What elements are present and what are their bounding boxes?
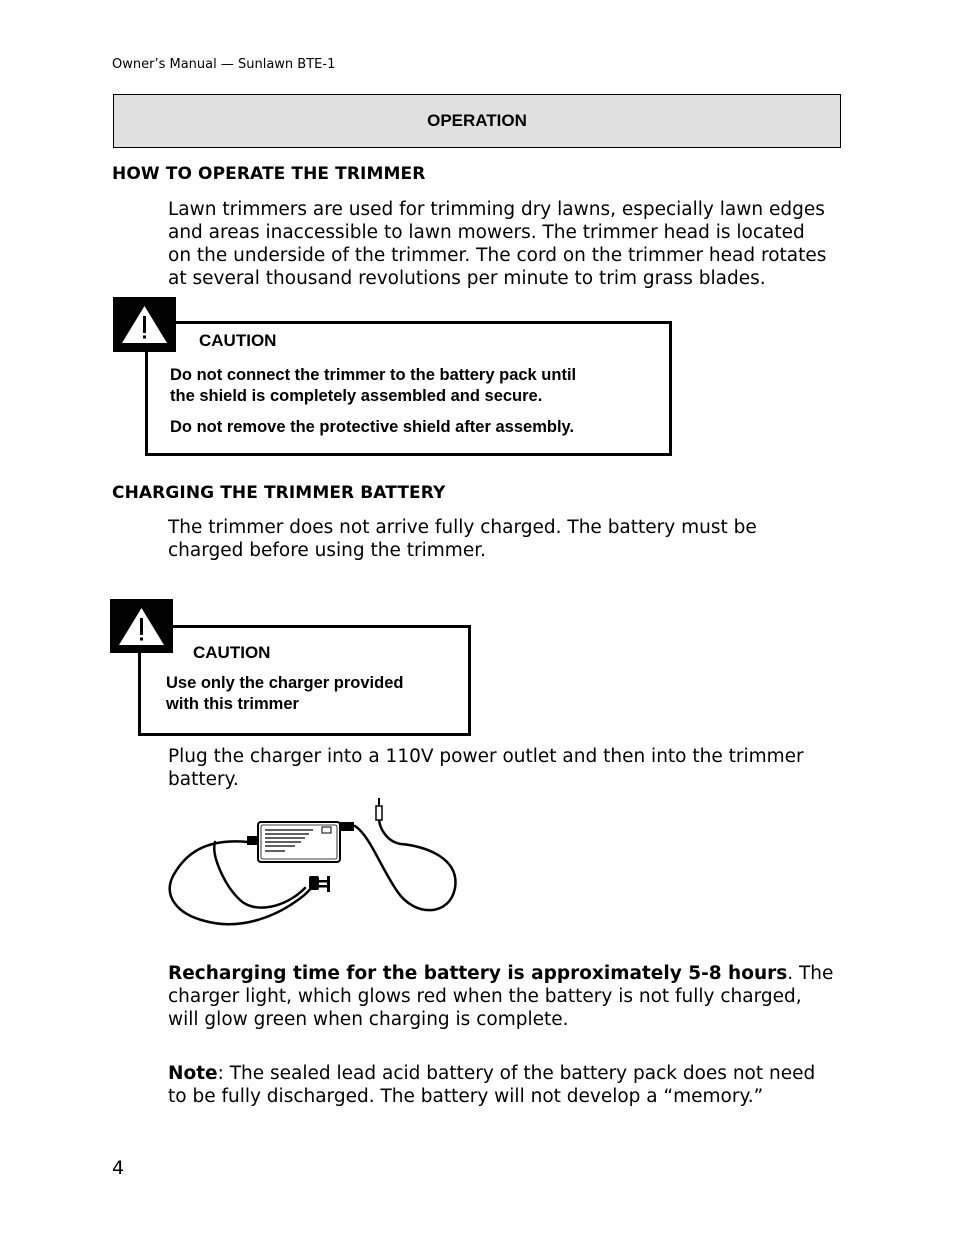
caution-label: CAUTION bbox=[193, 643, 271, 662]
caution-line: Do not remove the protective shield after assembly. bbox=[170, 418, 575, 436]
caution-text bbox=[166, 673, 403, 715]
plug-line: battery. bbox=[168, 769, 239, 790]
caution-text bbox=[170, 365, 576, 438]
warning-triangle-icon bbox=[110, 599, 173, 653]
warning-tab bbox=[113, 297, 176, 352]
section-title: OPERATION bbox=[427, 111, 527, 130]
charger-illustration bbox=[165, 796, 465, 946]
operate-line: and areas inaccessible to lawn mowers. The trimmer head is located bbox=[168, 222, 805, 243]
caution-line: the shield is completely assembled and secure. bbox=[170, 387, 543, 405]
charging-heading: CHARGING THE TRIMMER BATTERY bbox=[112, 483, 446, 503]
note-text: : The sealed lead acid battery of the battery pack does not need bbox=[217, 1063, 816, 1084]
charging-line: The trimmer does not arrive fully charged. The battery must be bbox=[168, 517, 757, 538]
operate-paragraph bbox=[168, 198, 826, 290]
operate-line: at several thousand revolutions per minute to trim grass blades. bbox=[168, 268, 766, 289]
warning-tab bbox=[110, 599, 173, 653]
note-line: to be fully discharged. The battery will not develop a “memory.” bbox=[168, 1086, 764, 1107]
caution-line: Use only the charger provided bbox=[166, 674, 404, 692]
operate-line: on the underside of the trimmer. The cord on the trimmer head rotates bbox=[168, 245, 827, 266]
recharge-tail: . The bbox=[787, 963, 834, 984]
recharge-line bbox=[168, 962, 833, 985]
operate-heading: HOW TO OPERATE THE TRIMMER bbox=[112, 164, 426, 184]
section-title-bar bbox=[113, 94, 841, 148]
note-line bbox=[168, 1062, 815, 1085]
running-header: Owner’s Manual — Sunlawn BTE-1 bbox=[112, 57, 336, 72]
recharge-line: will glow green when charging is complete. bbox=[168, 1009, 569, 1030]
caution-label: CAUTION bbox=[199, 331, 277, 350]
plug-line: Plug the charger into a 110V power outlet and then into the trimmer bbox=[168, 746, 804, 767]
operate-line: Lawn trimmers are used for trimming dry lawns, especially lawn edges bbox=[168, 199, 825, 220]
recharge-paragraph bbox=[168, 962, 833, 1031]
warning-triangle-icon bbox=[113, 297, 176, 352]
recharge-time-emphasis: Recharging time for the battery is approximately 5-8 hours bbox=[168, 963, 788, 984]
charging-paragraph bbox=[168, 516, 757, 562]
charging-line: charged before using the trimmer. bbox=[168, 540, 486, 561]
plug-paragraph bbox=[168, 745, 804, 791]
page-number: 4 bbox=[112, 1157, 125, 1179]
caution-line: Do not connect the trimmer to the battery pack until bbox=[170, 366, 577, 384]
note-paragraph bbox=[168, 1062, 815, 1108]
recharge-line: charger light, which glows red when the battery is not fully charged, bbox=[168, 986, 802, 1007]
note-label: Note bbox=[168, 1063, 218, 1084]
caution-line: with this trimmer bbox=[166, 695, 299, 713]
